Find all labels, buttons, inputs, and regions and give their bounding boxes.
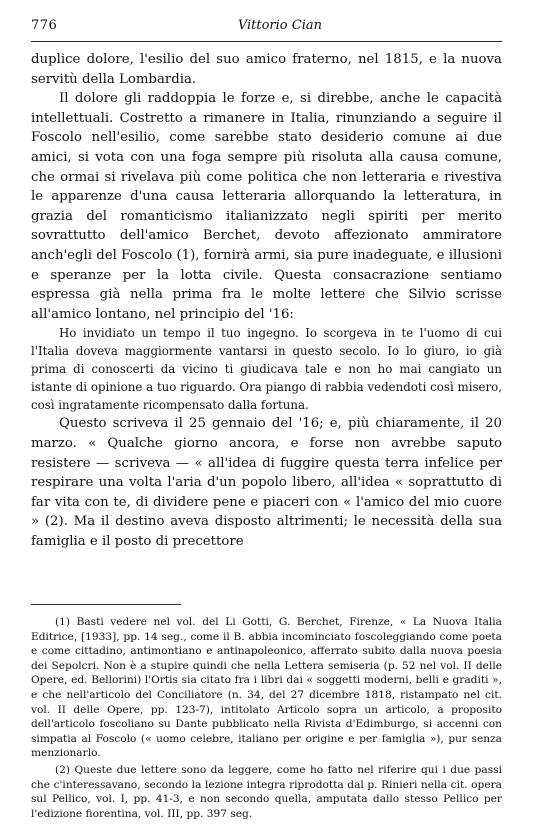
footnote-rule	[31, 604, 181, 605]
book-page	[31, 18, 502, 820]
footnote: (2) Queste due lettere sono da leggere, come ho fatto nel riferire qui i due passi che c'interessavano, secondo la lezione integra riprodotta dal p. Rinieri nella cit. opera sul Pellico, vol. I, pp. 41-3, e non secondo quella, amputata dallo stesso Pellico per l'edizione fiorentina, vol. III, pp. 397 seg.	[31, 763, 502, 820]
block-quote	[31, 324, 502, 414]
paragraph: duplice dolore, l'esilio del suo amico fraterno, nel 1815, e la nuova servitù della Lombardia.	[31, 52, 502, 87]
footnote: (1) Basti vedere nel vol. del Li Gotti, G. Berchet, Firenze, « La Nuova Italia Editrice, [1933], pp. 14 seg., come il B. abbia incominciato foscoleggiando come poeta e come cittadino, antimontiano e antinapoleonico, afferrato subito dalla nuova poesia dei Sepolcri. Non è a stupire quindi che nella Lettera semiseria (p. 52 nel vol. II delle Opere, ed. Bellorini) l'Ortis sia citato fra i libri dai « soggetti moderni, belli e graditi », e che nell'articolo del Conciliatore (n. 34, del 27 dicembre 1818, ristampato nel cit. vol. II delle Opere, pp. 123-7), intitolato Articolo sopra un articolo, a proposito dell'articolo foscoliano su Dante pubblicato nella Rivista d'Edimburgo, si accenni con simpatia al Foscolo (« uomo celebre, italiano per origine e per famiglia »), pur senza menzionarlo.	[31, 616, 502, 760]
body-text	[31, 50, 502, 551]
page-number: 776	[31, 18, 58, 33]
running-title: Vittorio Cian	[237, 18, 322, 33]
paragraph: Questo scriveva il 25 gennaio del '16; e, più chiaramente, il 20 marzo. « Qualche giorno ancora, e forse non avrebbe saputo resistere — scriveva — « all'idea di fuggire questa terra infelice per respirare una volta l'aria d'un popolo libero, all'idea « soprattutto di far vita con te, di dividere pene e piaceri con « l'amico del mio cuore » (2). Ma il destino aveva disposto altrimenti; le necessità della sua famiglia e il posto di precettore	[31, 416, 502, 549]
header-rule	[31, 41, 502, 42]
paragraph: Il dolore gli raddoppia le forze e, si direbbe, anche le capacità intellettuali. Costretto a rimanere in Italia, rinunziando a seguire il Foscolo nell'esilio, come sarebbe stato desiderio comune ai due amici, si vota con una foga sempre più risoluta alla causa comune, che ormai si rivelava più come politica che non letteraria e rivestiva le apparenze d'una causa letteraria allorquando la letteratura, in grazia del romanticismo italianizzato negli spiriti per merito sovrattutto dell'amico Berchet, devoto affezionato ammiratore anch'egli del Foscolo (1), fornirà armi, sia pure inadeguate, e illusioni e speranze per la lotta civile. Questa consacrazione sentiamo espressa già nella prima fra le molte lettere che Silvio scrisse all'amico lontano, nel principio del '16:	[31, 91, 502, 322]
footnotes	[31, 604, 502, 823]
running-header	[31, 18, 502, 39]
quote-text: Ho invidiato un tempo il tuo ingegno. Io scorgeva in te l'uomo di cui l'Italia doveva maggiormente vantarsi in questo secolo. Io lo giuro, io già prima di conoscerti da vicino ti giudicava tale e non ho mai cangiato un istante di opinione a tuo riguardo. Ora piango di rabbia vedendoti così misero, così ingratamente ricompensato dalla fortuna.	[31, 326, 502, 413]
